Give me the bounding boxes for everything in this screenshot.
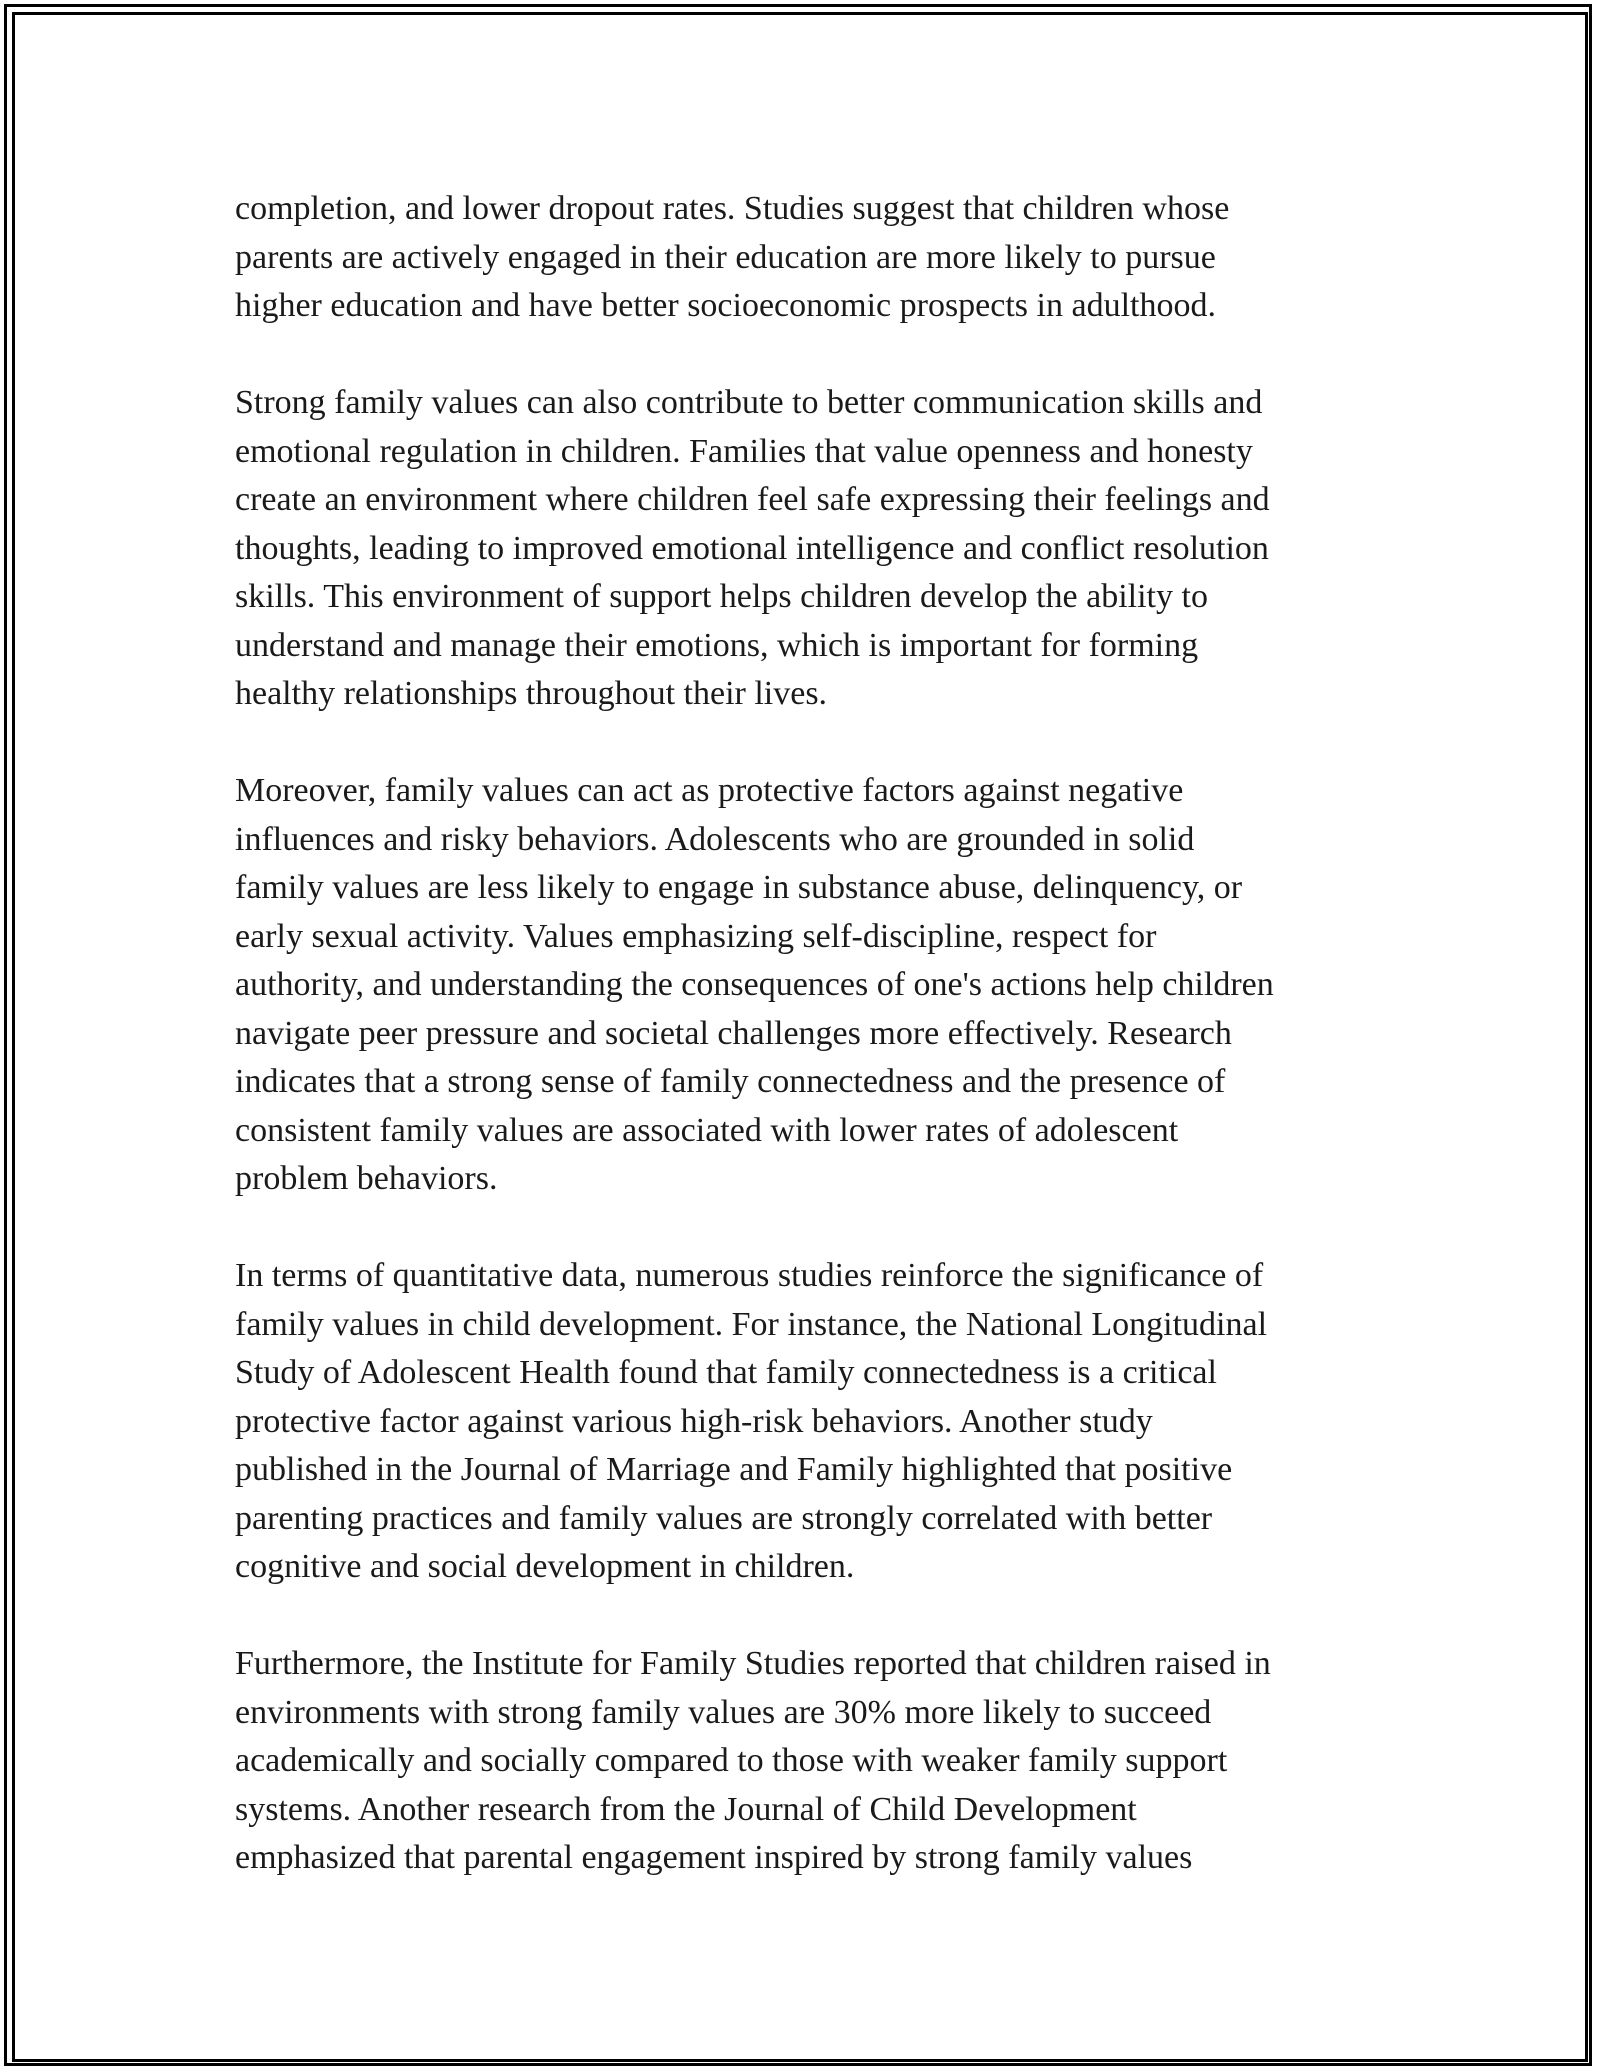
paragraph-1	[235, 185, 1375, 331]
text-line: understand and manage their emotions, which is important for forming	[235, 626, 1199, 664]
text-line: Study of Adolescent Health found that family connectedness is a critical	[235, 1354, 1217, 1391]
text-line: protective factor against various high-risk behaviors. Another study	[235, 1402, 1153, 1440]
text-line: parents are actively engaged in their education are more likely to pursue	[235, 238, 1216, 276]
text-line: thoughts, leading to improved emotional intelligence and conflict resolution	[235, 529, 1269, 567]
document-body	[235, 185, 1375, 1883]
text-line: In terms of quantitative data, numerous studies reinforce the significance of	[235, 1257, 1264, 1294]
text-line: Strong family values can also contribute to better communication skills and	[235, 384, 1263, 421]
text-line: influences and risky behaviors. Adolescents who are grounded in solid	[235, 820, 1195, 858]
text-line: emphasized that parental engagement inspired by strong family values	[235, 1839, 1193, 1876]
text-line: Moreover, family values can act as protective factors against negative	[235, 772, 1184, 809]
paragraph-5	[235, 1640, 1375, 1883]
text-line: systems. Another research from the Journal of Child Development	[235, 1790, 1137, 1828]
text-line: early sexual activity. Values emphasizing self-discipline, respect for	[235, 917, 1157, 955]
paragraph-4	[235, 1252, 1375, 1592]
text-line: emotional regulation in children. Families that value openness and honesty	[235, 432, 1253, 470]
text-line: create an environment where children feel safe expressing their feelings and	[235, 481, 1270, 518]
text-line: healthy relationships throughout their lives.	[235, 675, 828, 712]
text-line: family values in child development. For instance, the National Longitudinal	[235, 1305, 1268, 1343]
text-line: cognitive and social development in children.	[235, 1548, 855, 1585]
paragraph-3	[235, 767, 1375, 1204]
text-line: completion, and lower dropout rates. Studies suggest that children whose	[235, 190, 1230, 227]
text-line: authority, and understanding the consequences of one's actions help children	[235, 966, 1274, 1003]
text-line: navigate peer pressure and societal challenges more effectively. Research	[235, 1014, 1232, 1052]
text-line: indicates that a strong sense of family connectedness and the presence of	[235, 1063, 1226, 1100]
text-line: consistent family values are associated with lower rates of adolescent	[235, 1111, 1179, 1149]
text-line: published in the Journal of Marriage and Family highlighted that positive	[235, 1451, 1233, 1488]
text-line: problem behaviors.	[235, 1160, 498, 1197]
text-line: environments with strong family values are 30% more likely to succeed	[235, 1693, 1212, 1731]
text-line: skills. This environment of support helps children develop the ability to	[235, 578, 1208, 615]
text-line: higher education and have better socioeconomic prospects in adulthood.	[235, 287, 1216, 324]
paragraph-2	[235, 379, 1375, 719]
text-line: family values are less likely to engage in substance abuse, delinquency, or	[235, 869, 1243, 906]
text-line: academically and socially compared to those with weaker family support	[235, 1742, 1228, 1779]
text-line: Furthermore, the Institute for Family Studies reported that children raised in	[235, 1645, 1271, 1682]
text-line: parenting practices and family values are strongly correlated with better	[235, 1499, 1213, 1537]
